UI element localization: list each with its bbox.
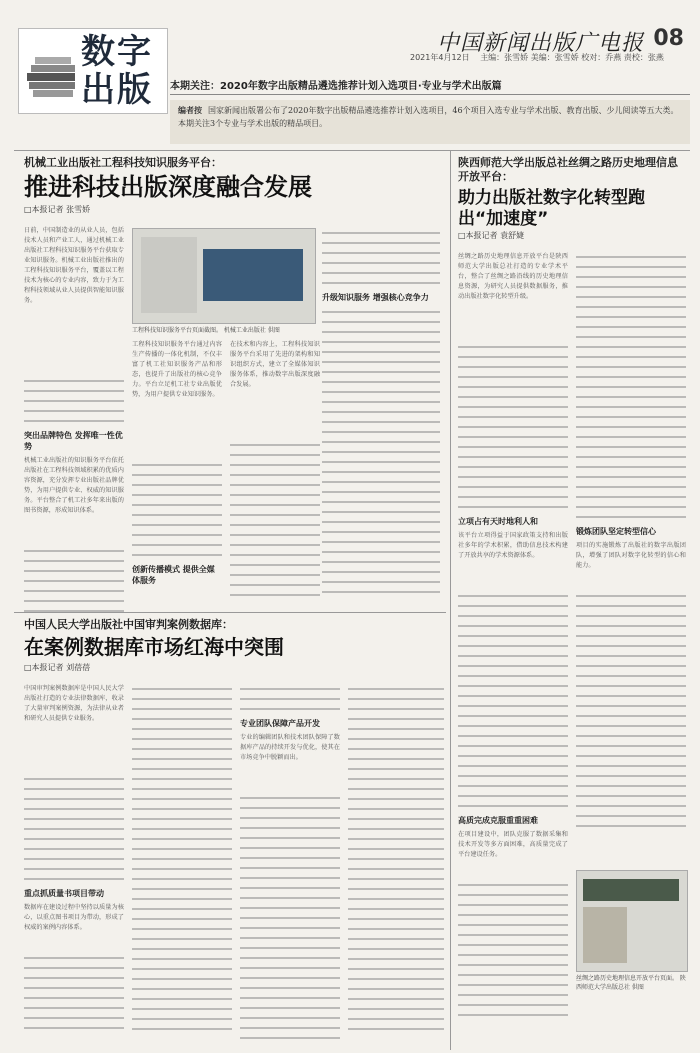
focus-bar: [170, 74, 690, 95]
article-2-subhead-1: 立项占有天时地利人和: [458, 517, 538, 526]
article-1-body-2: 机械工业出版社的知识服务平台依托出版社在工程科技领域积累的优质内容资源，充分发挥专业出版社品牌优势，为用户提供专业、权威的知识服务。平台整合了机工社多年来出版的图书资源，形成知识体系。: [24, 457, 124, 514]
article-1-subhead-3: 创新传播模式 提供全媒体服务: [132, 565, 215, 585]
article-3-kicker: 中国人民大学出版社中国审判案例数据库：: [24, 618, 233, 631]
divider: [14, 612, 446, 613]
article-2-body-1: 丝绸之路历史地理信息开放平台是陕西师范大学出版总社打造的专业学术平台，整合了丝绸之路沿线的历史地理信息资源，为研究人员提供数据服务，推动出版社数字化转型升级。: [458, 253, 568, 300]
text-lines: [132, 684, 232, 1034]
article-2-body-4: 在项目建设中，团队克服了数据采集和技术开发等多方面困难，高质量完成了平台建设任务。: [458, 831, 568, 858]
column-divider: [450, 150, 451, 1050]
article-3-header: [24, 618, 446, 673]
text-lines: [24, 376, 124, 426]
text-lines: [576, 591, 686, 831]
section-logo: [18, 28, 168, 114]
article-2-headline: 助力出版社数字化转型跑出“加速度”: [458, 188, 645, 229]
issue-date: 2021年4月12日: [410, 53, 470, 62]
article-1-photo-caption: 工程科技知识服务平台页面截图。 机械工业出版社 供图: [132, 327, 280, 334]
text-lines: [230, 440, 320, 600]
article-3-body-1: 中国审判案例数据库是中国人民大学出版社打造的专业法律数据库，收录了大量审判案例资源，为法律从业者和研究人员提供专业服务。: [24, 685, 124, 722]
text-lines: [348, 684, 444, 1034]
paper-title: 中国新闻出版广电报: [436, 31, 644, 56]
focus-text: 本期关注：2020年数字出版精品遴选推荐计划入选项目·专业与学术出版篇: [170, 81, 502, 92]
article-1-col-1: [24, 226, 124, 606]
screenshot-banner: [203, 249, 303, 301]
article-1-col-4: [322, 228, 440, 608]
article-2-photo: [576, 870, 688, 972]
text-lines: [458, 591, 568, 811]
article-1-body-3: 工程科技知识服务平台通过内容生产传播的一体化机制，不仅丰富了机工社知识服务产品和形态，也提升了出版社的核心竞争力。平台立足机工社专业出版优势，为用户提供专业知识服务。: [132, 341, 222, 398]
text-lines: [24, 953, 124, 1033]
article-2-byline: □本报记者 袁舒婕: [458, 231, 525, 240]
article-1-header: [24, 156, 446, 215]
text-lines: [24, 774, 124, 884]
text-lines: [24, 546, 124, 616]
text-lines: [322, 228, 440, 288]
article-1-subhead-2: 升级知识服务 增强核心竞争力: [322, 293, 429, 302]
article-3-subhead-1: 重点抓质量书项目带动: [24, 889, 104, 898]
page-number: 08: [653, 26, 684, 51]
article-3-subhead-2: 专业团队保障产品开发: [240, 719, 320, 728]
divider: [14, 150, 690, 151]
article-2-subhead-2: 锻炼团队坚定转型信心: [576, 527, 656, 536]
books-icon: [25, 43, 79, 103]
article-2-header: [458, 156, 686, 241]
article-1-byline: □本报记者 张雪娇: [24, 205, 91, 214]
article-1-body-4: 在技术和内容上，工程科技知识服务平台采用了先进的架构和知识组织方式，建立了全媒体知识服务体系，推动数字出版深度融合发展。: [230, 341, 320, 388]
article-2-body-3: 项目的实施锻炼了出版社的数字出版团队，增强了团队对数字化转型的信心和能力。: [576, 542, 686, 569]
article-2-kicker: 陕西师范大学出版总社丝绸之路历史地理信息开放平台：: [458, 156, 678, 183]
article-3-col-1: [24, 684, 124, 1044]
editor-note-text: 国家新闻出版署公布了2020年数字出版精品遴选推荐计划入选项目，46个项目入选专业与学术出版、教育出版、少儿阅读等五大类。本期关注3个专业与学术出版的精品项目。: [178, 106, 679, 128]
article-1-col-3: [230, 340, 320, 610]
article-3-headline: 在案例数据库市场红海中突围: [24, 635, 284, 659]
logo-line-2: 出版: [81, 70, 153, 110]
text-lines: [458, 880, 568, 1020]
text-lines: [132, 460, 222, 560]
section-logo-text: [81, 33, 153, 109]
article-2-subhead-3: 高质完成克服重重困难: [458, 816, 538, 825]
text-lines: [458, 342, 568, 512]
article-3-byline: □本报记者 刘蓓蓓: [24, 663, 91, 672]
article-2-body-2: 该平台立项得益于国家政策支持和出版社多年的学术积累，借助信息技术构建了开放共享的学术资源体系。: [458, 532, 568, 559]
article-1-subhead-1: 突出品牌特色 发挥唯一性优势: [24, 431, 123, 451]
text-lines: [240, 684, 340, 714]
photo-block: [583, 907, 627, 963]
article-3-col-4: [348, 684, 444, 1044]
logo-line-1: 数字: [81, 32, 153, 72]
text-lines: [322, 307, 440, 597]
article-1-headline: 推进科技出版深度融合发展: [24, 173, 312, 201]
article-1-kicker: 机械工业出版社工程科技知识服务平台：: [24, 156, 222, 169]
photo-header-strip: [583, 879, 679, 901]
article-1-col-2: [132, 340, 222, 610]
editor-note-label: 编者按: [178, 106, 202, 115]
editors-line: 主编：张雪娇 美编：张雪娇 校对：乔燕 责校：张燕: [480, 53, 664, 62]
text-lines: [576, 252, 686, 522]
article-1-photo: [132, 228, 316, 324]
editor-note: [170, 100, 690, 144]
article-3-body-2: 数据库在建设过程中坚持以质量为核心，以重点图书项目为带动，形成了权威的案例内容体系。: [24, 904, 124, 931]
article-3-body-3: 专业的编辑团队和技术团队保障了数据库产品的持续开发与优化，使其在市场竞争中脱颖而出。: [240, 734, 340, 761]
article-2-col-1: [458, 252, 568, 1042]
article-2-photo-caption: 丝绸之路历史地理信息开放平台页面。 陕西师范大学出版总社 供图: [576, 975, 686, 991]
dateline: [410, 52, 690, 63]
article-1-body-1: 日前，中国制造业的从业人员，包括技术人员和产业工人，通过机械工业出版社工程科技知识服务平台获取专业知识服务。机械工业出版社推出的工程科技知识服务平台，覆盖以工程技术为核心的专业内容，致力于为工程科技领域从业人员提供智能知识服务。: [24, 227, 124, 304]
article-3-col-3: [240, 684, 340, 1044]
text-lines: [240, 793, 340, 1043]
article-3-col-2: [132, 684, 232, 1044]
screenshot-sidebar: [141, 237, 197, 313]
